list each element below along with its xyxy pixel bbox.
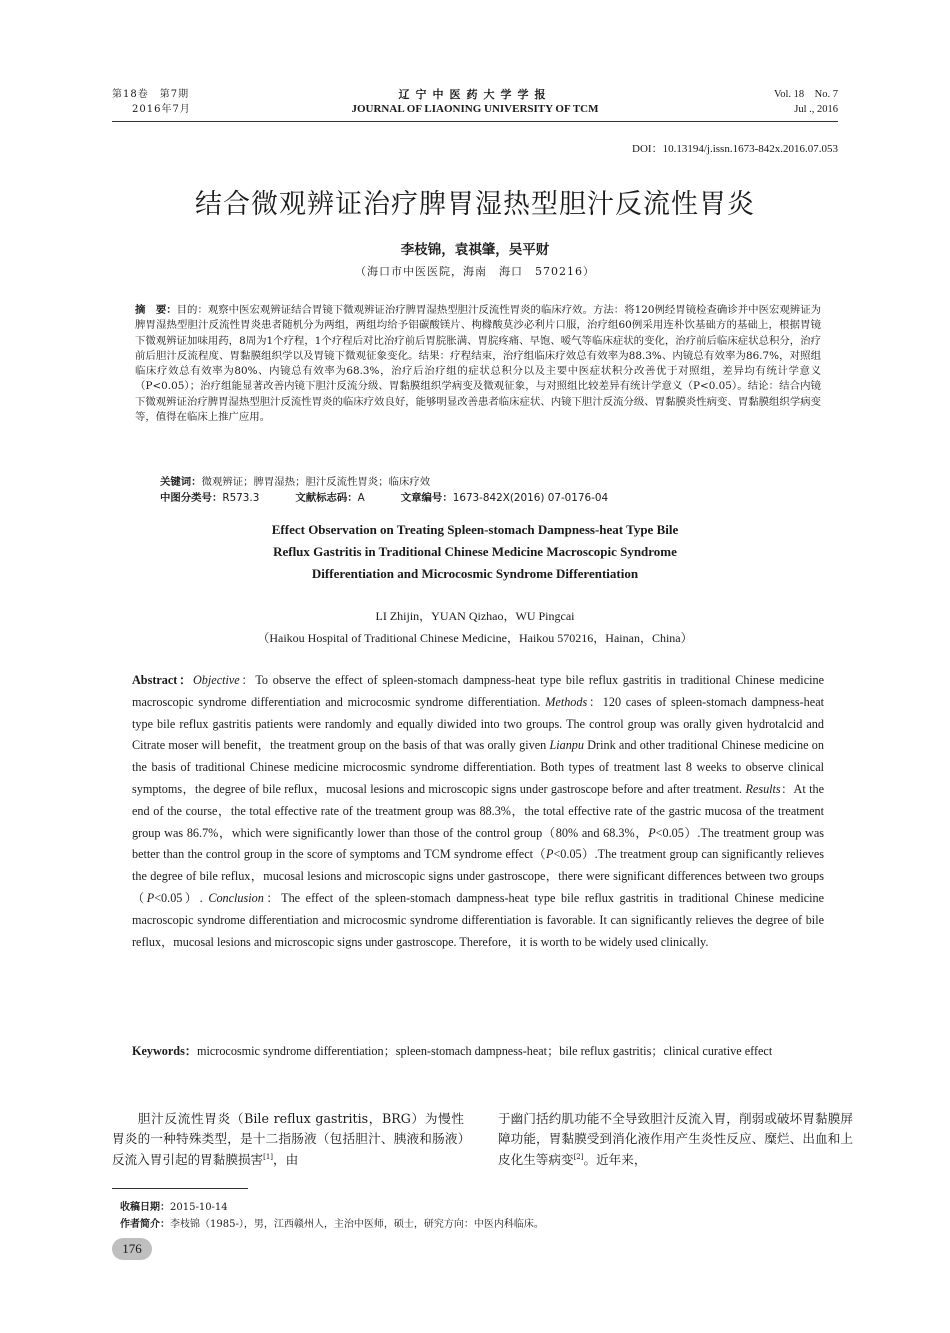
lianpu-term: Lianpu	[549, 738, 584, 753]
header-vol-no: Vol. 18 No. 7	[774, 89, 838, 100]
author-bio-value: 李枝锦（1985-），男，江西赣州人，主治中医师，硕士，研究方向：中医内科临床。	[170, 1219, 544, 1230]
body-right-text-b: 。近年来，	[583, 1152, 647, 1168]
ref-2: [2]	[573, 1153, 584, 1161]
title-en-line3: Differentiation and Microcosmic Syndrome Differentiation	[311, 566, 639, 581]
conclusion-label: Conclusion	[208, 890, 264, 905]
header-volume-info	[112, 87, 191, 117]
paper-title-en	[0, 519, 950, 585]
title-en-line1: Effect Observation on Treating Spleen-stomach Dampness-heat Type Bile	[271, 522, 679, 537]
results-label: Results	[745, 781, 781, 796]
abstract-cn-text: 目的：观察中医宏观辨证结合胃镜下微观辨证治疗脾胃湿热型胆汁反流性胃炎的临床疗效。方法：将120例经胃镜检查确诊并中医宏观辨证为脾胃湿热型胆汁反流性胃炎患者随机分为两组，两组均给予铝碳酸镁片、枸橼酸莫沙必利片口服，治疗组60例采用连朴饮基础方的基础上，根据胃镜下微观辨证加味用药，8周为1个疗程，1个疗程后对比治疗前后胃脘胀满、胃脘疼痛、早饱、嗳气等临床症状的变化，治疗前后临床症状总积分，治疗前后胆汁反流程度、胃黏膜组织学以及胃镜下微观征象变化。结果：疗程结束，治疗组临床疗效总有效率为88.3%、内镜总有效率为86.7%，对照组临床疗效总有效率为80%、内镜总有效率为68.3%，治疗后治疗组的症状总积分以及主要中医症状积分改善优于对照组，差异均有统计学意义（P<0.05）；治疗组能显著改善内镜下胆汁反流分级、胃黏膜组织学病变及微观征象，与对照组比较差异有统计学意义（P<0.05）。结论：结合内镜下微观辨证治疗脾胃湿热型胆汁反流性胃炎的临床疗效良好，能够明显改善患者临床症状、内镜下胆汁反流分级、胃黏膜炎性病变、胃黏膜组织学病变等，值得在临床上推广应用。	[135, 304, 822, 424]
body-left-text-b: ，由	[273, 1152, 299, 1168]
keywords-en-text: microcosmic syndrome differentiation；spleen-stomach dampness-heat；bile reflux gastritis；clinical curative effect	[197, 1044, 773, 1058]
journal-name-cn: 辽宁中医药大学学报	[398, 88, 552, 101]
doc-code-label: 文献标志码：	[295, 492, 358, 504]
doi: DOI：10.13194/j.issn.1673-842x.2016.07.053	[632, 143, 838, 155]
received-value: 2015-10-14	[170, 1202, 228, 1213]
results-text-a: ：At the end of the course，the total effective rate of the treatment group was 88.3%，the total effective rate of the gastric mucosa of the treatment group was 86.7%，which were significantly lower than those of the control group（80% and 68.3%，	[132, 781, 824, 840]
body-right-text-a: 于幽门括约肌功能不全导致胆汁反流入胃，削弱或破坏胃黏膜屏障功能，胃黏膜受到消化液作用产生炎性反应、糜烂、出血和上皮化生等病变	[498, 1111, 853, 1168]
keywords-en	[132, 1041, 824, 1063]
methods-text-b: Drink and other traditional Chinese medicine on the basis of traditional Chinese medicine microcosmic syndrome differentiation. Both types of treatment last 8 weeks to observe clinical symptoms，the degree of bile reflux，mucosal lesions and microscopic signs under gastroscope before and after treatment.	[132, 738, 824, 796]
article-no-label: 文章编号：	[400, 492, 453, 504]
header-date-cn: 2016年7月	[132, 104, 191, 115]
p-symbol-2: P	[545, 847, 554, 862]
header-volume-en	[774, 87, 838, 117]
body-left-text-a: 胆汁反流性胃炎（Bile reflux gastritis，BRG）为慢性胃炎的一种特殊类型，是十二指肠液（包括胆汁、胰液和肠液）反流入胃引起的胃黏膜损害	[112, 1111, 464, 1168]
methods-label: Methods	[545, 694, 588, 709]
footnote-rule	[112, 1188, 248, 1189]
authors: 李枝锦，袁祺肇，吴平财	[400, 242, 550, 258]
abstract-en-label: Abstract：	[132, 673, 193, 687]
abstract-cn	[135, 303, 821, 425]
page-number: 176	[112, 1238, 152, 1260]
body-column-left	[112, 1109, 464, 1170]
title-en-line2: Reflux Gastritis in Traditional Chinese Medicine Macroscopic Syndrome	[273, 544, 677, 559]
results-text-d: <0.05）.	[154, 890, 209, 905]
ref-1: [1]	[263, 1153, 274, 1161]
authors-en: LI Zhijin，YUAN Qizhao，WU Pingcai	[375, 609, 575, 623]
results-text-b: <0.05）.The treatment group was better than the control group in the score of symptoms and TCM syndrome effect（	[132, 825, 824, 862]
body-column-right	[498, 1109, 853, 1170]
abstract-en	[132, 670, 824, 953]
header-journal	[300, 87, 650, 117]
header-volume-cn: 第18卷 第7期	[112, 89, 190, 100]
journal-name-en: JOURNAL OF LIAONING UNIVERSITY OF TCM	[351, 103, 599, 115]
footnote-author	[120, 1215, 544, 1230]
p-symbol-3: P	[146, 890, 155, 905]
objective-text: ：To observe the effect of spleen-stomach dampness-heat type bile reflux gastritis in traditional Chinese medicine macroscopic syndrome differentiation and microcosmic syndrome differentiation.	[132, 673, 824, 709]
header-rule	[112, 121, 838, 122]
author-bio-label: 作者简介：	[120, 1219, 170, 1230]
header-date-en: Jul ., 2016	[794, 104, 838, 115]
clc-value: R573.3	[222, 492, 260, 504]
conclusion-text: ：The effect of the spleen-stomach dampness-heat type bile reflux gastritis in traditional Chinese medicine macroscopic syndrome differentiation and microcosmic syndrome differentiation is favorable. It can significantly relieves the degree of bile reflux，mucosal lesions and microscopic signs under gastroscope. Therefore，it is worth to be widely used clinically.	[132, 890, 825, 949]
paper-title: 结合微观辨证治疗脾胃湿热型胆汁反流性胃炎	[195, 189, 755, 220]
received-label: 收稿日期：	[120, 1202, 170, 1213]
methods-text-a: ：120 cases of spleen-stomach dampness-heat type bile reflux gastritis patients were randomly and equally diwided into two groups. The control group was orally given hydrotalcid and Citrate moser will benefit，the treatment group on the basis of that was orally given	[132, 694, 824, 753]
affiliation-en: （Haikou Hospital of Traditional Chinese Medicine，Haikou 570216，Hainan，China）	[257, 631, 693, 645]
classification-line	[160, 491, 820, 506]
affiliation: （海口市中医医院，海南 海口 570216）	[355, 265, 595, 278]
doc-code-value: A	[357, 492, 365, 504]
abstract-cn-label: 摘 要：	[135, 304, 177, 316]
results-text-c: <0.05）.The treatment group can significantly relieves the degree of bile reflux，mucosal lesions and microscopic signs under gastroscope，there were significant differences between two groups（	[132, 847, 824, 905]
objective-label: Objective	[193, 673, 240, 687]
keywords-cn-text: 微观辨证；脾胃湿热；胆汁反流性胃炎；临床疗效	[201, 476, 431, 488]
keywords-cn	[160, 475, 820, 490]
keywords-cn-label: 关键词：	[160, 476, 202, 488]
article-no-value: 1673-842X(2016) 07-0176-04	[452, 492, 609, 504]
footnote-received	[120, 1198, 228, 1213]
p-symbol-1: P	[648, 825, 656, 840]
clc-label: 中图分类号：	[160, 492, 223, 504]
keywords-en-label: Keywords：	[132, 1044, 197, 1058]
